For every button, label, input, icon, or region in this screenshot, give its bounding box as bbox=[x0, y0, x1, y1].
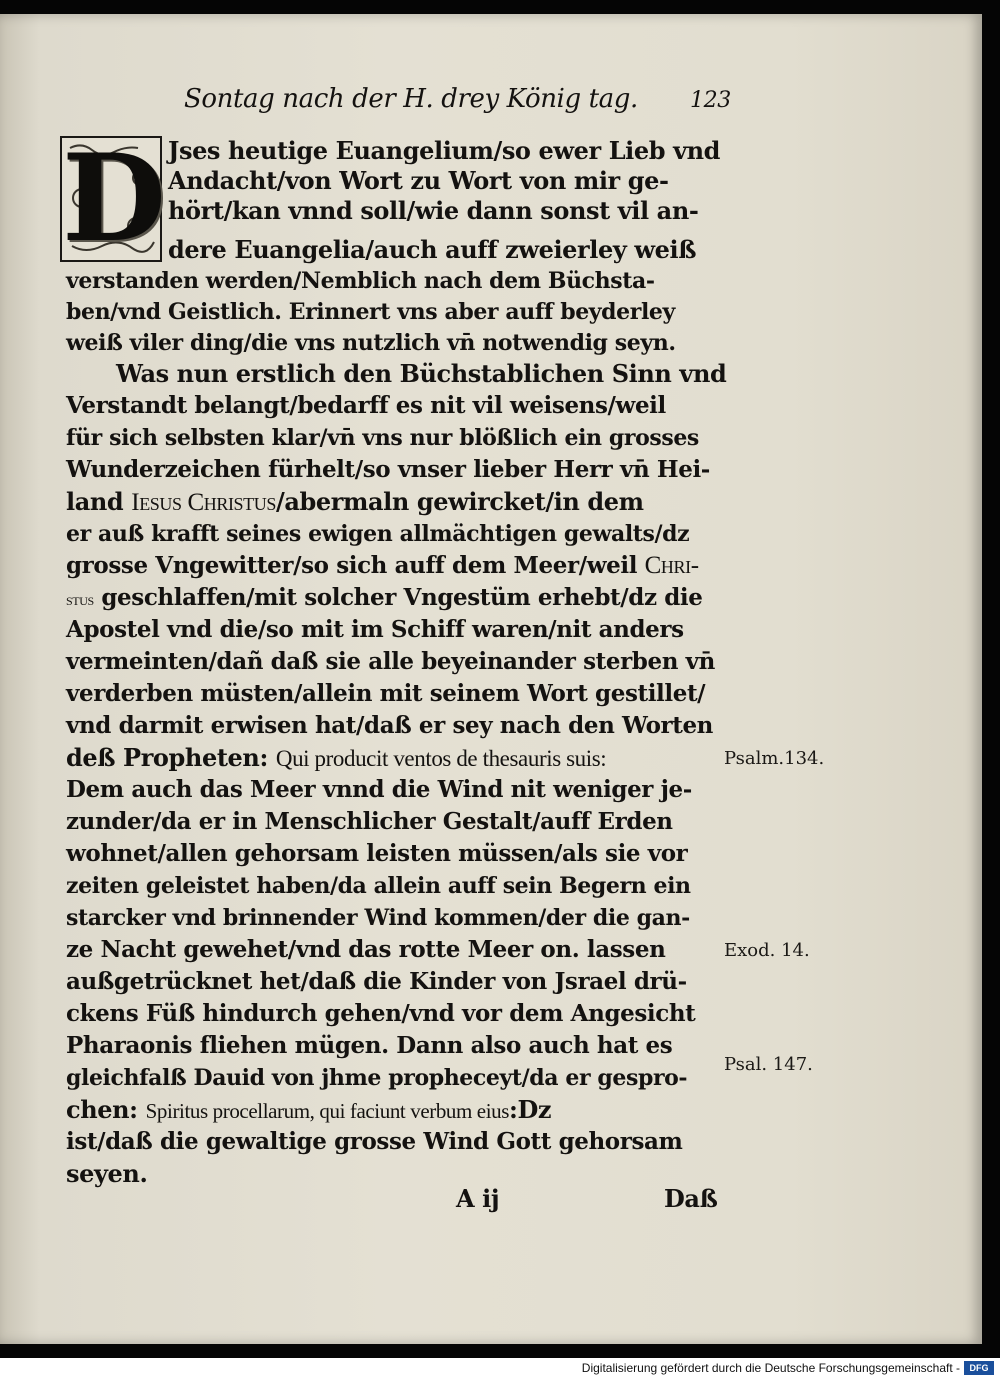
text-line-15-end: geschlaffen/mit solcher Vngestüm erhebt/dz die bbox=[101, 584, 703, 611]
dfg-logo-icon: DFG bbox=[964, 1361, 994, 1375]
text-line-27: außgetrücknet het/daß die Kinder von Jsrael drü- bbox=[66, 968, 687, 995]
footer-credit-text: Digitalisierung gefördert durch die Deutsche Forschungsgemeinschaft - bbox=[581, 1361, 960, 1375]
book-page bbox=[0, 14, 982, 1344]
margin-note-psalm-134: Psalm.134. bbox=[724, 748, 825, 769]
text-line-12 bbox=[66, 487, 644, 518]
text-line-31 bbox=[66, 1095, 551, 1126]
text-line-18: verderben müsten/allein mit seinem Wort gestillet/ bbox=[66, 680, 706, 707]
catchword: Daß bbox=[664, 1184, 718, 1213]
text-line-14-start: grosse Vngewitter/so sich auff dem Meer/weil bbox=[66, 552, 638, 579]
latin-stus: stus bbox=[66, 590, 94, 609]
text-line-20 bbox=[66, 743, 606, 774]
text-line-10: für sich selbsten klar/vn̄ vns nur blößlich ein grosses bbox=[66, 425, 699, 451]
running-title: Sontag nach der H. drey König tag. bbox=[184, 84, 638, 114]
margin-note-exod-14: Exod. 14. bbox=[724, 940, 810, 961]
text-line-22: zunder/da er in Menschlicher Gestalt/auff Erden bbox=[66, 808, 673, 835]
text-line-15 bbox=[66, 583, 703, 615]
text-line-19: vnd darmit erwisen hat/daß er sey nach den Worten bbox=[66, 712, 714, 739]
text-line-23: wohnet/allen gehorsam leisten müssen/als sie vor bbox=[66, 840, 688, 867]
text-line-31-start: chen: bbox=[66, 1095, 138, 1124]
text-line-2: Andacht/von Wort zu Wort von mir ge- bbox=[168, 166, 669, 195]
text-line-11: Wunderzeichen fürhelt/so vnser lieber Herr vn̄ Hei- bbox=[66, 456, 710, 483]
text-line-12-start: land bbox=[66, 487, 124, 516]
text-line-29: Pharaonis fliehen mügen. Dann also auch hat es bbox=[66, 1032, 673, 1059]
text-line-7: weiß viler ding/die vns nutzlich vn̄ notwendig seyn. bbox=[66, 330, 676, 356]
text-line-12-end: /abermaln gewircket/in dem bbox=[275, 487, 644, 516]
text-line-3: hört/kan vnnd soll/wie dann sonst vil an- bbox=[168, 196, 699, 225]
text-line-16: Apostel vnd die/so mit im Schiff waren/nit anders bbox=[66, 616, 684, 643]
text-line-1: Jses heutige Euangelium/so ewer Lieb vnd bbox=[168, 136, 721, 165]
page-number: 123 bbox=[690, 88, 731, 113]
text-line-5: verstanden werden/Nemblich nach dem Büchsta- bbox=[66, 268, 655, 294]
latin-iesus-christus: Iesus Christus bbox=[131, 489, 276, 516]
text-line-17: vermeinten/dañ daß sie alle beyeinander sterben vn̄ bbox=[66, 648, 715, 675]
text-line-21: Dem auch das Meer vnnd die Wind nit weniger je- bbox=[66, 776, 692, 803]
text-line-25: starcker vnd brinnender Wind kommen/der die gan- bbox=[66, 905, 690, 931]
latin-quote-2: Spiritus procellarum, qui faciunt verbum eius bbox=[145, 1099, 510, 1123]
latin-quote-1: Qui producit ventos de thesauris suis: bbox=[275, 746, 607, 771]
text-line-30: gleichfalß Dauid von jhme propheceyt/da er gespro- bbox=[66, 1065, 688, 1091]
text-line-32: ist/daß die gewaltige grosse Wind Gott gehorsam bbox=[66, 1128, 683, 1155]
text-line-4: dere Euangelia/auch auff zweierley weiß bbox=[168, 235, 697, 264]
text-line-26: ze Nacht gewehet/vnd das rotte Meer on. lassen bbox=[66, 936, 666, 963]
initial-letter: D bbox=[62, 128, 167, 269]
margin-note-psal-147: Psal. 147. bbox=[724, 1054, 813, 1075]
text-line-14 bbox=[66, 551, 699, 581]
text-line-20-start: deß Propheten: bbox=[66, 743, 268, 772]
signature-mark: A ij bbox=[456, 1184, 500, 1213]
digitization-footer bbox=[0, 1358, 1000, 1379]
latin-chri: Chri- bbox=[644, 552, 699, 579]
text-line-8: Was nun erstlich den Büchstablichen Sinn vnd bbox=[116, 359, 727, 388]
text-line-28: ckens Füß hindurch gehen/vnd vor dem Angesicht bbox=[66, 1000, 696, 1027]
text-line-13: er auß krafft seines ewigen allmächtigen gewalts/dz bbox=[66, 521, 690, 547]
decorated-initial bbox=[60, 128, 167, 269]
text-line-6: ben/vnd Geistlich. Erinnert vns aber auff beyderley bbox=[66, 299, 675, 325]
text-line-33: seyen. bbox=[66, 1159, 148, 1188]
text-line-9: Verstandt belangt/bedarff es nit vil weisens/weil bbox=[66, 392, 666, 419]
text-line-31-end: :Dz bbox=[509, 1095, 552, 1124]
text-line-24: zeiten geleistet haben/da allein auff sein Begern ein bbox=[66, 873, 691, 899]
